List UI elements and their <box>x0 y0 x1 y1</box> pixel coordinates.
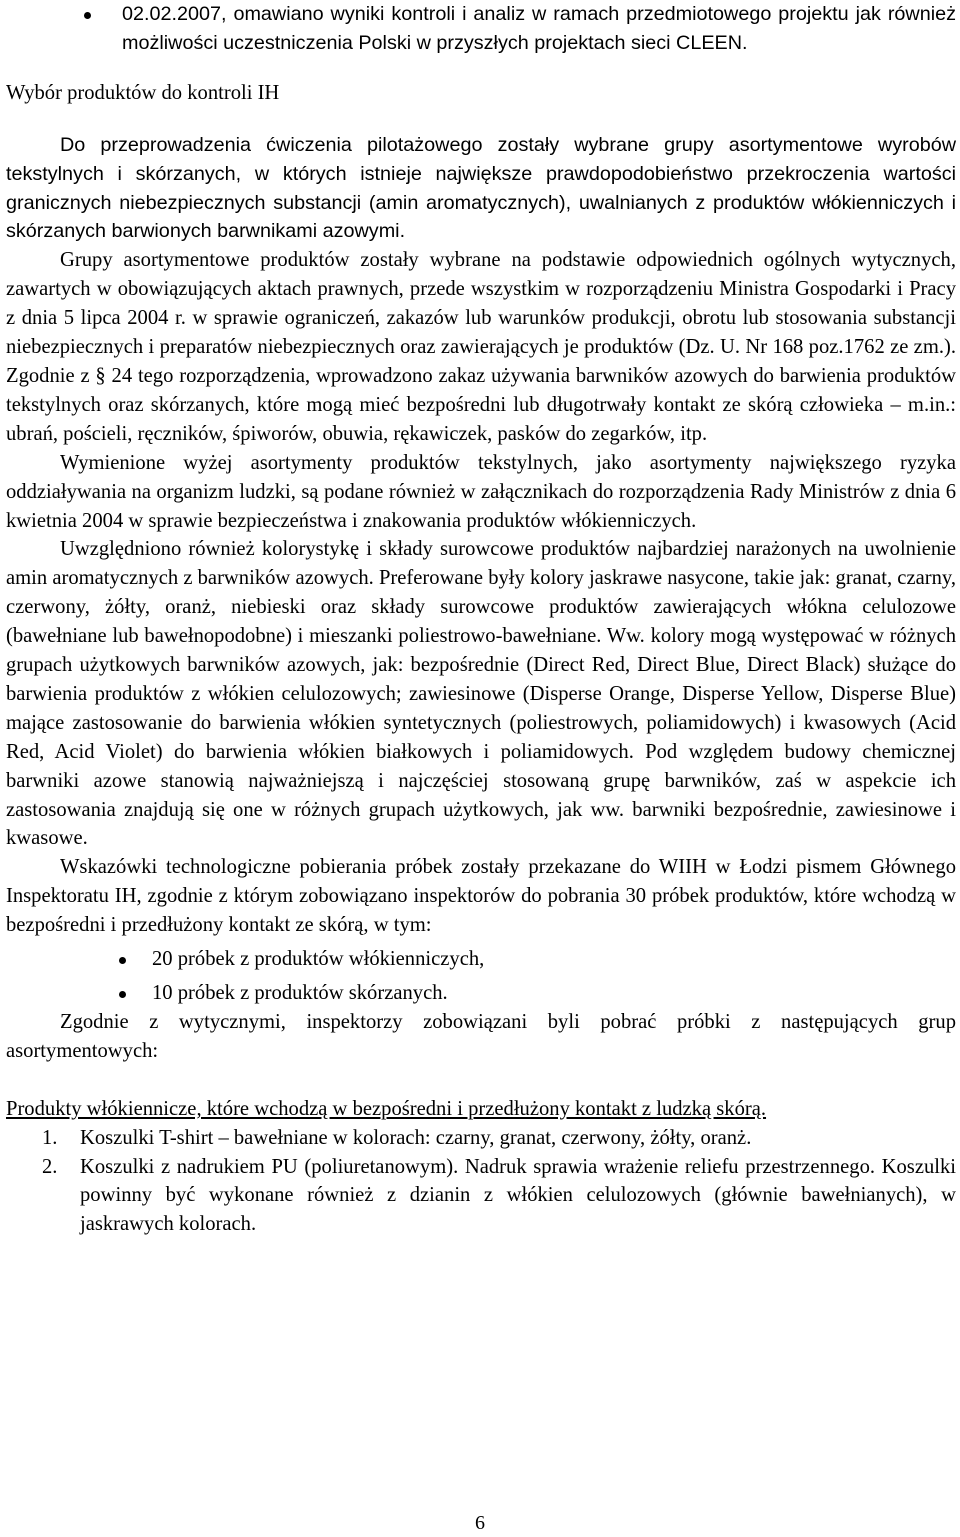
numbered-list-item <box>6 1153 956 1240</box>
paragraph-assortments: Wymienione wyżej asortymenty produktów tekstylnych, jako asortymenty największego ryzyka oddziaływania na organizm ludzki, są podane również w załącznikach do rozporządzenia Rady Ministrów z dnia 6 kwietnia 2004 w sprawie bezpieczeństwa i znakowania produktów włókienniczych. <box>6 451 956 532</box>
bullet-dot-icon <box>119 991 126 998</box>
list-item-text: 10 próbek z produktów skórzanych. <box>152 982 448 1004</box>
paragraph-sampling: Wskazówki technologiczne pobierania próbek zostały przekazane do WIIH w Łodzi pismem Głównego Inspektoratu IH, zgodnie z którym zobowiązano inspektorów do pobrania 30 próbek produktów, które wchodzą w bezpośredni i przedłużony kontakt ze skórą, w tym: <box>6 856 956 937</box>
paragraph-colors: Uwzględniono również kolorystykę i składy surowcowe produktów najbardziej narażonych na uwolnienie amin aromatycznych z barwników azowych. Preferowane były kolory jaskrawe nasycone, takie jak: granat, czarny, czerwony, żółty, oranż, niebieski oraz składy surowcowe produktów zawierających włókna celulozowe (bawełniane lub bawełnopodobne) i mieszanki poliestrowo-bawełniane. Ww. kolory mogą występować w różnych grupach użytkowych barwników azowych, jak: bezpośrednie (Direct Red, Direct Blue, Direct Black) służące do barwienia produktów z włókien celulozowych; zawiesinowe (Disperse Orange, Disperse Yellow, Disperse Blue) mające zastosowanie do barwienia włókien syntetycznych (poliestrowych, poliamidowych) i kwasowych (Acid Red, Acid Violet) do barwienia włókien białkowych i poliamidowych. Pod względem budowy chemicznej barwniki azowe stanowią najważniejszą i najczęściej stosowaną grupę barwników, zaś w aspekcie ich zastosowania znajdują się one w różnych grupach użytkowych, jak ww. barwniki bezpośrednie, zawiesinowe i kwasowe. <box>6 538 956 850</box>
section-heading: Wybór produktów do kontroli IH <box>6 81 280 104</box>
list-item <box>6 945 956 974</box>
top-bullet-item <box>6 0 956 58</box>
list-number: 2. <box>42 1155 58 1178</box>
list-item <box>6 979 956 1008</box>
list-number: 1. <box>42 1126 58 1149</box>
list-item-text: Koszulki T-shirt – bawełniane w kolorach: czarny, granat, czerwony, żółty, oranż. <box>80 1126 752 1149</box>
numbered-list-item <box>6 1124 956 1153</box>
paragraph-guidelines: Zgodnie z wytycznymi, inspektorzy zobowiązani byli pobrać próbki z następujących grup asortymentowych: <box>6 1010 956 1062</box>
top-bullet-date: 02.02.2007, <box>122 3 227 25</box>
spacer <box>6 1066 956 1095</box>
section-title-underlined: Produkty włókiennicze, które wchodzą w bezpośredni i przedłużony kontakt z ludzką skórą. <box>6 1097 767 1120</box>
page-number: 6 <box>475 1512 485 1534</box>
bullet-dot-icon <box>84 12 91 19</box>
top-bullet-text: omawiano wyniki kontroli i analiz w ramach przedmiotowego projektu jak również możliwości uczestniczenia Polski w przyszłych projektach sieci CLEEN. <box>122 3 956 54</box>
intro-paragraph: Do przeprowadzenia ćwiczenia pilotażowego zostały wybrane grupy asortymentowe wyrobów tekstylnych i skórzanych, w których istnieje największe prawdopodobieństwo przekroczenia wartości granicznych niebezpiecznych substancji (amin aromatycznych), uwalnianych z produktów włókienniczych i skórzanych barwionych barwnikami azowymi. <box>6 133 956 243</box>
document-page <box>6 0 956 1239</box>
paragraph-legal-basis: Grupy asortymentowe produktów zostały wybrane na podstawie odpowiednich ogólnych wytycznych, zawartych w obowiązujących aktach prawnych, przede wszystkim w rozporządzeniu Ministra Gospodarki i Pracy z dnia 5 lipca 2004 r. w sprawie ograniczeń, zakazów lub warunków produkcji, obrotu lub stosowania substancji niebezpiecznych i preparatów niebezpiecznych oraz zawierających je produktów (Dz. U. Nr 168 poz.1762 ze zm.). Zgodnie z § 24 tego rozporządzenia, wprowadzono zakaz używania barwników azowych do barwienia produktów tekstylnych oraz skórzanych, które mogą mieć bezpośredni lub długotrwały kontakt ze skórą człowieka – m.in.: ubrań, pościeli, ręczników, śpiworów, obuwia, rękawiczek, pasków do zegarków, itp. <box>6 249 956 445</box>
list-item-text: Koszulki z nadrukiem PU (poliuretanowym). Nadruk sprawia wrażenie reliefu przestrzennego. Koszulki powinny być wykonane również z dzianin z włókien celulozowych (głównie bawełnianych), w jaskrawych kolorach. <box>80 1155 956 1236</box>
list-item-text: 20 próbek z produktów włókienniczych, <box>152 948 485 971</box>
bullet-dot-icon <box>119 957 126 964</box>
